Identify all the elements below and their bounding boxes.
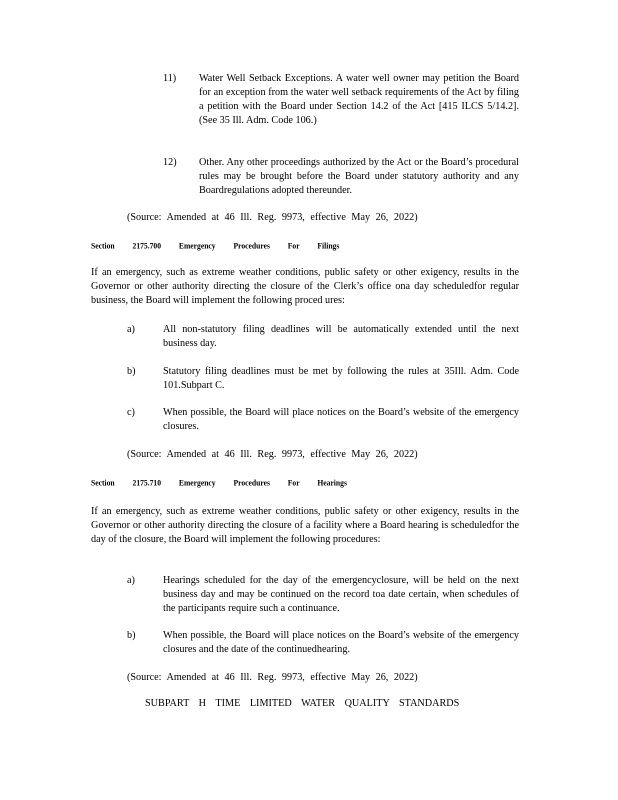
section-710-item-a-text: Hearings scheduled for the day of the emergencyclosure, will be held on the next business day and may be continued on the record toa date certain, when schedules of the participants require such a continuance. [163, 575, 519, 614]
section-700-item-c-number: c) [127, 407, 135, 418]
section-700-item-b-number: b) [127, 366, 136, 377]
section-710-item-b-number: b) [127, 630, 136, 641]
item-12-number: 12) [163, 157, 177, 168]
source-note-2: (Source: Amended at 46 Ill. Reg. 9973, effective May 26, 2022) [127, 449, 418, 460]
source-note-1: (Source: Amended at 46 Ill. Reg. 9973, effective May 26, 2022) [127, 212, 418, 223]
section-710-heading: Section 2175.710 Emergency Procedures For Hearings [91, 477, 347, 488]
section-700-item-a-text: All non-statutory filing deadlines will be automatically extended until the next business day. [163, 324, 519, 349]
section-700-heading: Section 2175.700 Emergency Procedures For Filings [91, 240, 340, 251]
section-710-item-a-number: a) [127, 575, 135, 586]
section-700-item-c-text: When possible, the Board will place notices on the Board’s website of the emergency closures. [163, 407, 519, 432]
item-12-text: Other. Any other proceedings authorized by the Act or the Board’s procedural rules may be brought before the Board under statutory authority and any Boardregulations adopted thereunder. [199, 157, 519, 196]
section-710-intro: If an emergency, such as extreme weather conditions, public safety or other exigency, results in the Governor or other authority directing the closure of a facility where a Board hearing is scheduledfor the day of the closure, the Board will implement the following procedures: [91, 506, 519, 545]
section-700-item-b-text: Statutory filing deadlines must be met by following the rules at 35Ill. Adm. Code 101.Subpart C. [163, 366, 519, 391]
section-700-intro: If an emergency, such as extreme weather conditions, public safety or other exigency, results in the Governor or other authority directing the closure of the Clerk’s office ona day scheduledfor regular business, the Board will implement the following proced ures: [91, 267, 519, 306]
item-11-number: 11) [163, 73, 177, 84]
item-11-text: Water Well Setback Exceptions. A water well owner may petition the Board for an exception from the water well setback requirements of the Act by filing a petition with the Board under Section 14.2 of the Act [415 ILCS 5/14.2]. (See 35 Ill. Adm. Code 106.) [199, 73, 519, 126]
source-note-3: (Source: Amended at 46 Ill. Reg. 9973, effective May 26, 2022) [127, 672, 418, 683]
subpart-h-heading: SUBPART H TIME LIMITED WATER QUALITY STANDARDS [145, 698, 460, 709]
section-700-item-a-number: a) [127, 324, 135, 335]
section-710-item-b-text: When possible, the Board will place notices on the Board’s website of the emergency closures and the date of the continuedhearing. [163, 630, 519, 655]
